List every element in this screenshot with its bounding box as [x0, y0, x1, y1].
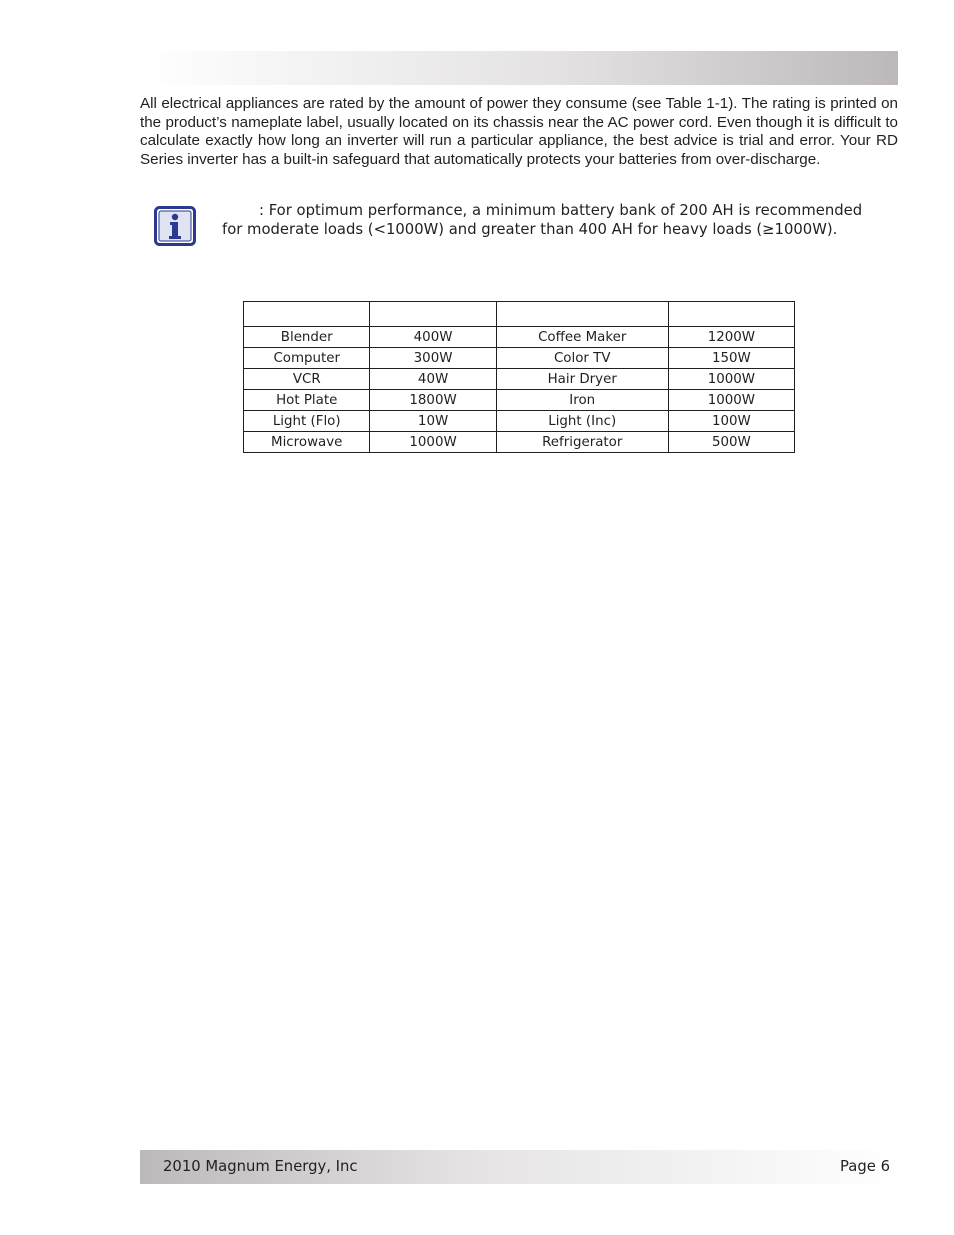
table-row: [244, 369, 795, 390]
page-number: Page 6: [840, 1158, 890, 1175]
table-cell: Refrigerator: [496, 432, 668, 453]
table-cell: 300W: [370, 348, 496, 369]
table-cell: Microwave: [244, 432, 370, 453]
table-cell: Light (Inc): [496, 411, 668, 432]
table-cell: 1000W: [668, 390, 794, 411]
info-note-line-1: : For optimum performance, a minimum battery bank of 200 AH is recommended: [259, 202, 863, 219]
table-row: [244, 327, 795, 348]
table-cell: 150W: [668, 348, 794, 369]
table-row: [244, 432, 795, 453]
info-icon: [154, 206, 196, 246]
table-cell: Computer: [244, 348, 370, 369]
header-cell: [668, 302, 794, 327]
header-cell: [370, 302, 496, 327]
header-cell: [496, 302, 668, 327]
table-cell: Iron: [496, 390, 668, 411]
appliance-power-table: [243, 301, 795, 453]
table-cell: 1200W: [668, 327, 794, 348]
table-cell: Light (Flo): [244, 411, 370, 432]
footer-bar: [140, 1150, 898, 1184]
table-cell: VCR: [244, 369, 370, 390]
info-note-line-2: for moderate loads (<1000W) and greater than 400 AH for heavy loads (≥1000W).: [222, 221, 838, 238]
footer-copyright: 2010 Magnum Energy, Inc: [163, 1158, 358, 1175]
table-cell: 400W: [370, 327, 496, 348]
table-cell: 1800W: [370, 390, 496, 411]
intro-paragraph: All electrical appliances are rated by the amount of power they consume (see Table 1-1). The rating is printed on the product’s nameplate label, usually located on its chassis near the AC power cord. Even though it is difficult to calculate exactly how long an inverter will run a particular appliance, the best advice is trial and error. Your RD Series inverter has a built-in safeguard that automatically protects your batteries from over-discharge.: [140, 95, 898, 168]
table-cell: Blender: [244, 327, 370, 348]
table-cell: 100W: [668, 411, 794, 432]
table-cell: Color TV: [496, 348, 668, 369]
table-header-row: [244, 302, 795, 327]
table-cell: 10W: [370, 411, 496, 432]
table-cell: 500W: [668, 432, 794, 453]
table-cell: 1000W: [370, 432, 496, 453]
table-row: [244, 348, 795, 369]
table-cell: Hot Plate: [244, 390, 370, 411]
table-cell: Coffee Maker: [496, 327, 668, 348]
table-row: [244, 411, 795, 432]
table-cell: 40W: [370, 369, 496, 390]
table-cell: Hair Dryer: [496, 369, 668, 390]
table-cell: 1000W: [668, 369, 794, 390]
header-bar: [140, 51, 898, 85]
header-cell: [244, 302, 370, 327]
info-note: [222, 201, 898, 239]
table-row: [244, 390, 795, 411]
